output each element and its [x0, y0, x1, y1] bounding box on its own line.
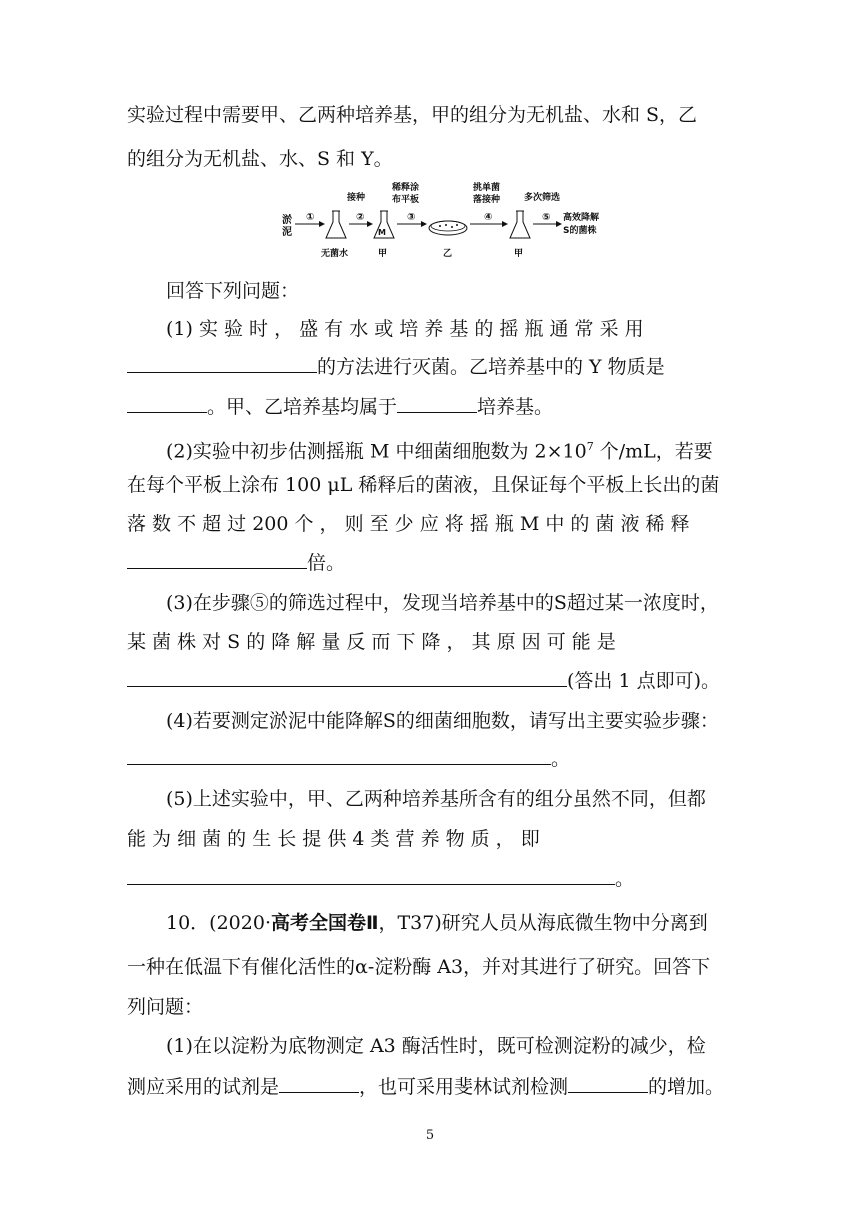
answer-blank[interactable]: [127, 550, 307, 569]
q1-line-c: 。甲、乙培养基均属于 培养基。: [127, 394, 734, 420]
result-2: S的菌株: [563, 226, 597, 236]
q5-line-c: 。: [127, 866, 734, 892]
q3-line-b: 某 菌 株 对 S 的 降 解 量 反 而 下 降 ， 其 原 因 可 能 是: [127, 631, 616, 653]
below-1: 无菌水: [321, 249, 349, 259]
answer-blank[interactable]: [568, 1074, 648, 1093]
above-4b: 落接种: [473, 195, 501, 205]
q4-line-a: (4)若要测定淤泥中能降解S的细菌细胞数，请写出主要实验步骤：: [166, 710, 719, 732]
above-3a: 稀释涂: [392, 183, 420, 193]
step-5: ⑤: [542, 212, 551, 223]
q2-line-d: 倍。: [127, 550, 734, 576]
answer-blank[interactable]: [127, 354, 317, 373]
problem-10-line-b: 一种在低温下有催化活性的α-淀粉酶 A3，并对其进行了研究。回答下: [127, 956, 711, 978]
problem-10-line-e: 测应采用的试剂是 ，也可采用斐林试剂检测 的增加。: [127, 1076, 725, 1098]
step-2: ②: [356, 212, 365, 223]
flask-1-icon: [326, 211, 346, 238]
para-line-2: 的组分为无机盐、水、S 和 Y。: [127, 148, 393, 170]
mud-label-1: 淤: [282, 215, 292, 226]
answer-blank[interactable]: [127, 746, 551, 765]
answer-blank[interactable]: [127, 668, 567, 687]
q4-line-b: 。: [127, 746, 734, 772]
answer-blank[interactable]: [127, 866, 615, 885]
above-5: 多次筛选: [524, 193, 561, 203]
problem-10-line-c: 列问题：: [127, 996, 204, 1018]
experiment-flow-diagram: [280, 178, 620, 264]
q1-line-a: (1) 实 验 时 ， 盛 有 水 或 培 养 基 的 摇 瓶 通 常 采 用: [166, 318, 644, 340]
q5-line-a: (5)上述实验中，甲、乙两种培养基所含有的组分虽然不同，但都: [166, 788, 706, 810]
step-3: ③: [407, 212, 416, 223]
q3-line-a: (3)在步骤⑤的筛选过程中，发现当培养基中的S超过某一浓度时，: [166, 592, 719, 614]
q2-line-b: 在每个平板上涂布 100 μL 稀释后的菌液，且保证每个平板上长出的菌: [127, 474, 720, 496]
below-4: 甲: [514, 249, 524, 259]
q2-line-c: 落 数 不 超 过 200 个 ， 则 至 少 应 将 摇 瓶 M 中 的 菌 液 稀 释: [127, 513, 690, 535]
q2-line-a: (2)实验中初步估测摇瓶 M 中细菌细胞数为 $2\times 10^7$ 个/mL，若要: [166, 440, 713, 463]
flask-3-icon: [510, 211, 530, 238]
q3-line-c: (答出 1 点即可)。: [127, 668, 734, 694]
q1-line-b: 的方法进行灭菌。乙培养基中的 Y 物质是: [127, 354, 734, 380]
result-1: 高效降解: [563, 213, 600, 223]
above-3b: 布平板: [392, 195, 420, 205]
flask-2-label: M: [378, 228, 386, 237]
mud-label-2: 泥: [282, 227, 292, 238]
para-line-1: 实验过程中需要甲、乙两种培养基，甲的组分为无机盐、水和 S，乙: [127, 104, 698, 126]
questions-intro: 回答下列问题：: [166, 280, 300, 302]
problem-10-line-a: 10．(2020·高考全国卷Ⅱ，T37)研究人员从海底微生物中分离到: [166, 912, 708, 934]
answer-blank[interactable]: [397, 394, 477, 413]
below-2: 甲: [378, 249, 388, 259]
problem-10-line-d: (1)在以淀粉为底物测定 A3 酶活性时，既可检测淀粉的减少，检: [166, 1035, 706, 1057]
above-2: 接种: [347, 193, 366, 203]
below-3: 乙: [443, 249, 453, 259]
step-4: ④: [484, 212, 493, 223]
step-1: ①: [306, 212, 315, 223]
page-number: 5: [425, 1128, 435, 1143]
answer-blank[interactable]: [279, 1074, 359, 1093]
answer-blank[interactable]: [127, 394, 207, 413]
q5-line-b: 能 为 细 菌 的 生 长 提 供 4 类 营 养 物 质 ， 即: [127, 828, 540, 850]
above-4a: 挑单菌: [473, 183, 501, 193]
